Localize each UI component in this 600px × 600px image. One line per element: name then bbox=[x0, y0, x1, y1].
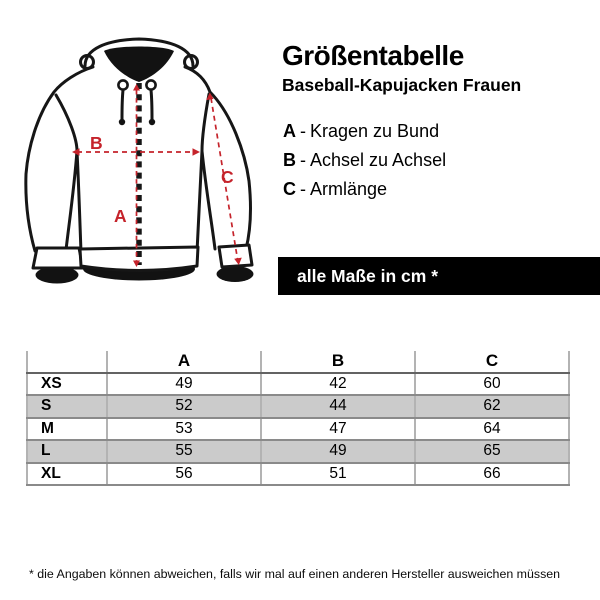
legend-key-b: B bbox=[283, 150, 296, 170]
measure-label-b: B bbox=[90, 133, 103, 153]
right-sleeve-inner bbox=[202, 94, 215, 249]
legend-separator: - bbox=[300, 179, 306, 199]
legend-key-a: A bbox=[283, 121, 296, 141]
measure-label-a: A bbox=[114, 206, 127, 226]
drawstring-tip-left bbox=[119, 119, 125, 125]
value-s-a: 52 bbox=[107, 395, 261, 418]
left-body-side bbox=[77, 151, 81, 252]
eyelet-left bbox=[118, 80, 127, 89]
value-xl-b: 51 bbox=[261, 463, 415, 486]
value-m-c: 64 bbox=[415, 418, 569, 441]
footnote: * die Angaben können abweichen, falls wir mal auf einen anderen Hersteller ausweichen müssen bbox=[29, 567, 561, 581]
eyelet-right bbox=[146, 80, 155, 89]
page-subtitle: Baseball-Kapujacken Frauen bbox=[282, 75, 522, 95]
drawstring-right bbox=[151, 90, 152, 119]
legend-separator: - bbox=[300, 150, 306, 170]
table-row bbox=[27, 418, 569, 441]
header-col-c: C bbox=[415, 351, 569, 373]
right-cuff bbox=[219, 245, 252, 267]
right-sleeve-outer bbox=[185, 67, 250, 249]
left-sleeve-outer bbox=[26, 67, 93, 251]
value-l-c: 65 bbox=[415, 440, 569, 463]
value-l-a: 55 bbox=[107, 440, 261, 463]
drawstring-left bbox=[122, 90, 123, 119]
size-label-xl: XL bbox=[27, 463, 107, 486]
table-row bbox=[27, 395, 569, 418]
units-banner-text: alle Maße in cm * bbox=[297, 265, 439, 286]
value-xs-b: 42 bbox=[261, 373, 415, 396]
left-sleeve-inner bbox=[56, 95, 77, 250]
value-s-b: 44 bbox=[261, 395, 415, 418]
legend-key-c: C bbox=[283, 179, 296, 199]
legend-item-a bbox=[283, 121, 446, 142]
size-table-container bbox=[26, 351, 570, 486]
legend-item-b bbox=[283, 150, 446, 171]
header-col-a: A bbox=[107, 351, 261, 373]
legend-desc-a: Kragen zu Bund bbox=[310, 121, 440, 141]
size-label-s: S bbox=[27, 395, 107, 418]
legend-desc-b: Achsel zu Achsel bbox=[310, 150, 447, 170]
value-xl-c: 66 bbox=[415, 463, 569, 486]
measurement-legend bbox=[283, 121, 446, 208]
hem-band bbox=[80, 247, 198, 271]
value-m-a: 53 bbox=[107, 418, 261, 441]
table-row bbox=[27, 373, 569, 396]
size-table bbox=[26, 351, 570, 486]
value-l-b: 49 bbox=[261, 440, 415, 463]
size-label-l: L bbox=[27, 440, 107, 463]
value-m-b: 47 bbox=[261, 418, 415, 441]
legend-separator: - bbox=[300, 121, 306, 141]
table-row bbox=[27, 440, 569, 463]
drawstring-tip-right bbox=[149, 119, 155, 125]
measure-arrow-b-right bbox=[193, 148, 201, 155]
header-size-blank bbox=[27, 351, 107, 373]
legend-item-c bbox=[283, 179, 446, 200]
legend-desc-c: Armlänge bbox=[310, 179, 388, 199]
value-xs-a: 49 bbox=[107, 373, 261, 396]
value-s-c: 62 bbox=[415, 395, 569, 418]
table-row bbox=[27, 463, 569, 486]
left-cuff bbox=[33, 248, 83, 268]
right-body-side bbox=[197, 151, 202, 252]
measure-label-c: C bbox=[221, 167, 234, 187]
value-xs-c: 60 bbox=[415, 373, 569, 396]
size-label-xs: XS bbox=[27, 373, 107, 396]
hoodie-outline bbox=[26, 39, 254, 284]
size-label-m: M bbox=[27, 418, 107, 441]
measurement-lines bbox=[72, 84, 242, 267]
units-banner bbox=[278, 257, 600, 295]
value-xl-a: 56 bbox=[107, 463, 261, 486]
table-header-row bbox=[27, 351, 569, 373]
hood-interior bbox=[104, 47, 174, 83]
page-title: Größentabelle bbox=[282, 40, 464, 71]
header-col-b: B bbox=[261, 351, 415, 373]
hoodie-measurement-diagram bbox=[8, 18, 266, 303]
